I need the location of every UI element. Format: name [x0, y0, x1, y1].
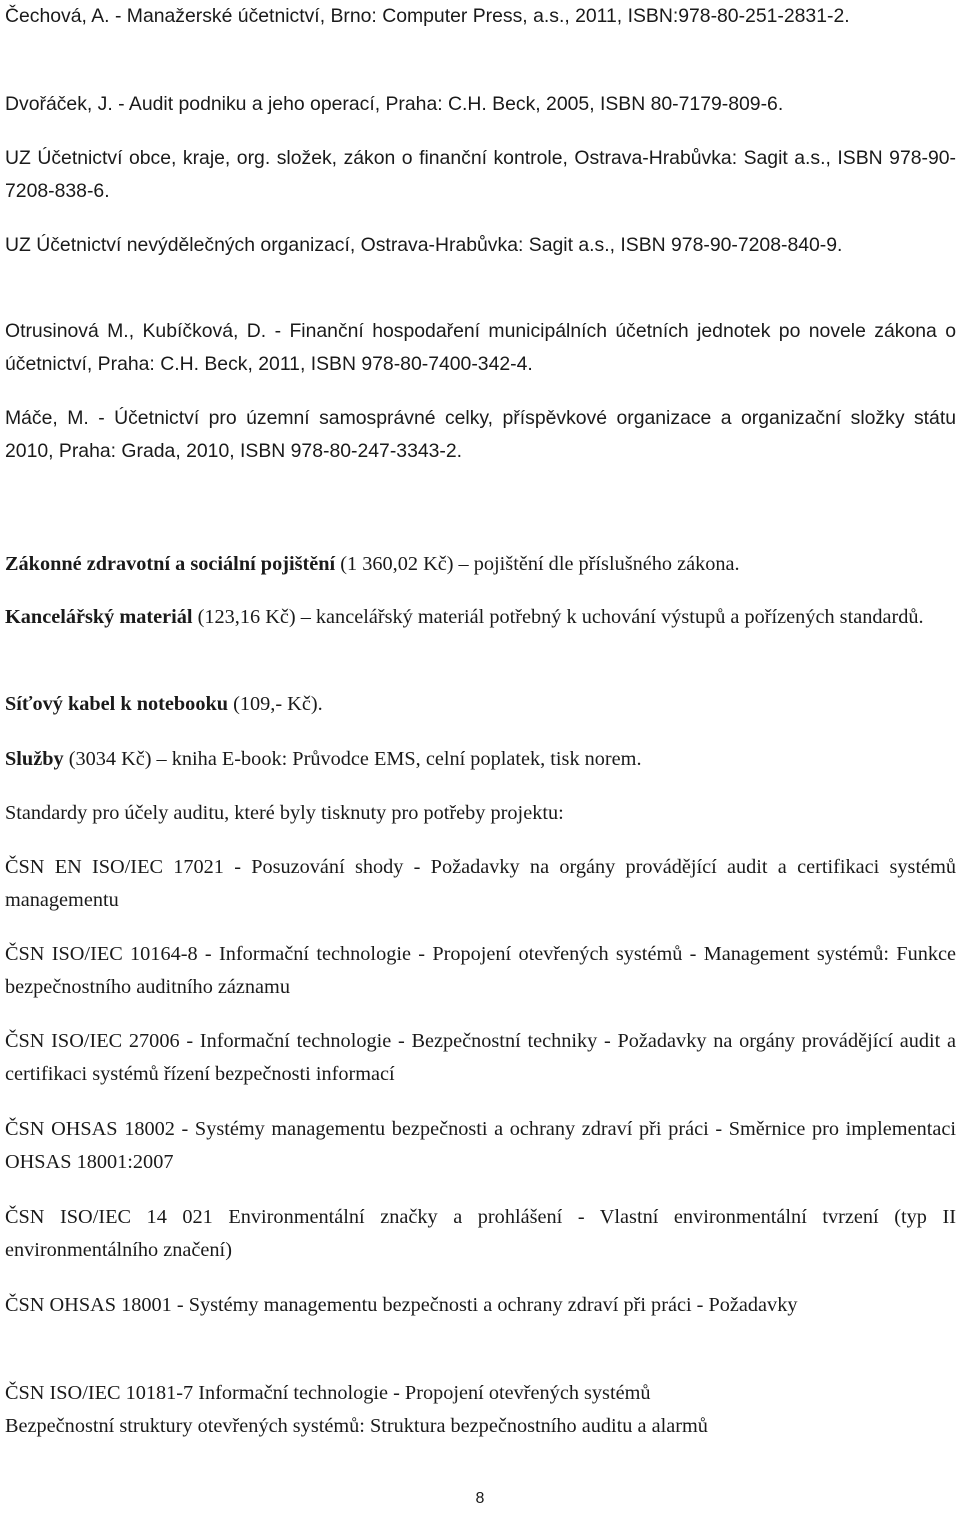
- standard-item-line: Bezpečnostní struktury otevřených systémů: Struktura bezpečnostního auditu a alarmů: [5, 1415, 708, 1437]
- expense-item: [5, 601, 956, 634]
- standard-item-line: ČSN ISO/IEC 10181-7 Informační technologie - Propojení otevřených systémů: [5, 1382, 651, 1404]
- expense-label: Kancelářský materiál: [5, 606, 193, 628]
- standard-item: ČSN OHSAS 18001 - Systémy managementu bezpečnosti a ochrany zdraví při práci - Požadavky: [5, 1294, 798, 1316]
- standard-item: ČSN ISO/IEC 27006 - Informační technologie - Bezpečnostní techniky - Požadavky na orgány provádějící audit a certifikaci systémů řízení bezpečnosti informací: [5, 1030, 956, 1085]
- expense-item: [5, 548, 956, 581]
- expense-text: (109,- Kč).: [228, 693, 323, 715]
- reference-item: Dvořáček, J. - Audit podniku a jeho operací, Praha: C.H. Beck, 2005, ISBN 80-7179-809-6.: [5, 93, 784, 115]
- expense-text: (3034 Kč) – kniha E-book: Průvodce EMS, celní poplatek, tisk norem.: [63, 748, 642, 770]
- expense-text: (123,16 Kč) – kancelářský materiál potřebný k uchování výstupů a pořízených standardů.: [192, 606, 924, 628]
- standard-item: ČSN ISO/IEC 10164-8 - Informační technologie - Propojení otevřených systémů - Management systémů: Funkce bezpečnostního auditního záznamu: [5, 943, 956, 998]
- expense-text: (1 360,02 Kč) – pojištění dle příslušného zákona.: [335, 553, 740, 575]
- page-number: 8: [475, 1490, 485, 1507]
- expense-label: Síťový kabel k notebooku: [5, 693, 229, 715]
- expense-item: [5, 688, 956, 721]
- standard-item: ČSN ISO/IEC 14 021 Environmentální značky a prohlášení - Vlastní environmentální tvrzení (typ II environmentálního značení): [5, 1206, 956, 1261]
- reference-item: Čechová, A. - Manažerské účetnictví, Brno: Computer Press, a.s., 2011, ISBN:978-80-251-2831-2.: [5, 5, 850, 27]
- expense-label: Služby: [5, 748, 64, 770]
- standards-intro: Standardy pro účely auditu, které byly tisknuty pro potřeby projektu:: [5, 802, 564, 824]
- standard-item: ČSN OHSAS 18002 - Systémy managementu bezpečnosti a ochrany zdraví při práci - Směrnice pro implementaci OHSAS 18001:2007: [5, 1118, 956, 1173]
- reference-item: Máče, M. - Účetnictví pro územní samosprávné celky, příspěvkové organizace a organizační složky státu 2010, Praha: Grada, 2010, ISBN 978-80-247-3343-2.: [5, 407, 956, 462]
- reference-item: UZ Účetnictví obce, kraje, org. složek, zákon o finanční kontrole, Ostrava-Hrabůvka: Sagit a.s., ISBN 978-90-7208-838-6.: [5, 147, 956, 202]
- reference-item: Otrusinová M., Kubíčková, D. - Finanční hospodaření municipálních účetních jednotek po novele zákona o účetnictví, Praha: C.H. Beck, 2011, ISBN 978-80-7400-342-4.: [5, 320, 956, 375]
- expense-item: [5, 743, 956, 776]
- reference-item: UZ Účetnictví nevýdělečných organizací, Ostrava-Hrabůvka: Sagit a.s., ISBN 978-90-7208-840-9.: [5, 234, 843, 256]
- standard-item: ČSN EN ISO/IEC 17021 - Posuzování shody - Požadavky na orgány provádějící audit a certifikaci systémů managementu: [5, 856, 956, 911]
- expense-label: Zákonné zdravotní a sociální pojištění: [5, 553, 336, 575]
